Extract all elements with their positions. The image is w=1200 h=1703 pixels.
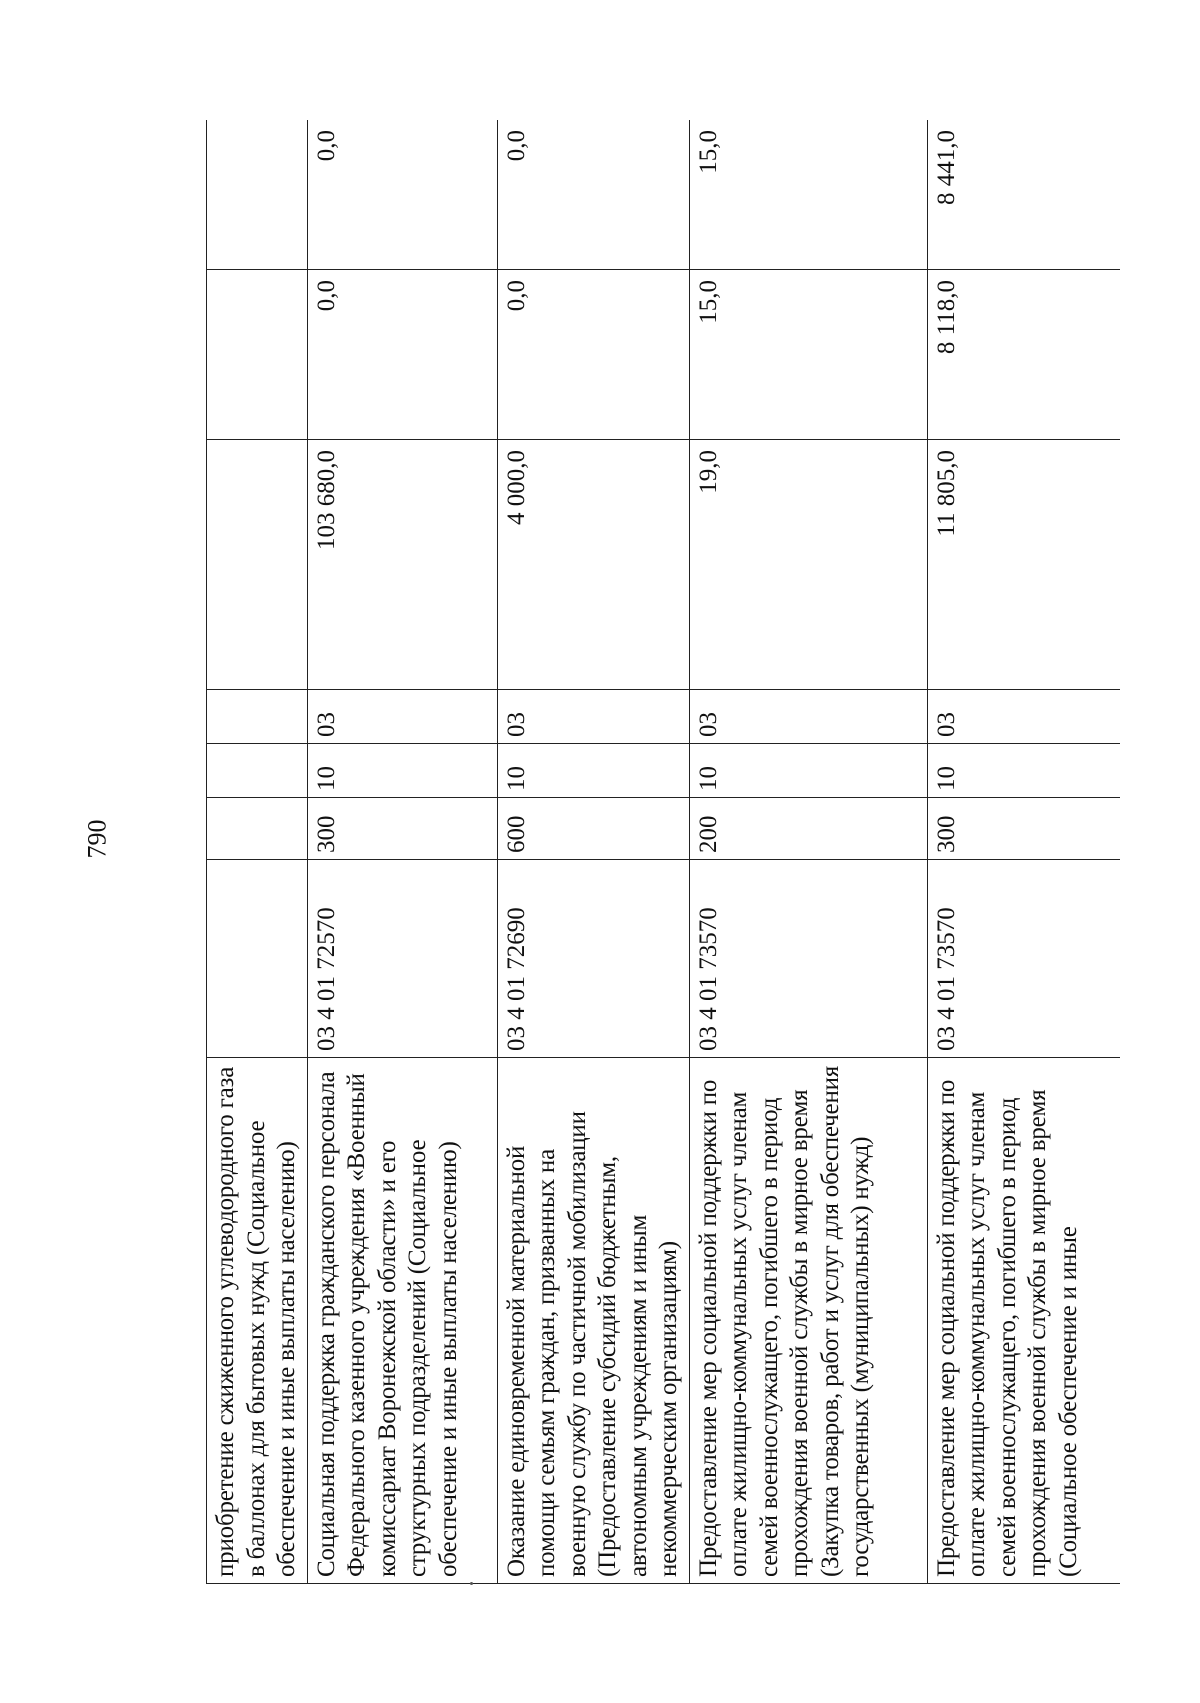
budget-table-frame: [206, 120, 1120, 1584]
amount-year2-cell: 15,0: [689, 270, 927, 440]
expense-type-cell: 200: [689, 798, 927, 860]
target-article-cell: 03 4 01 72570: [307, 860, 497, 1058]
expense-type-cell: 300: [927, 798, 1120, 860]
row-name-cell: Оказание единовременной материальной помощи семьям граждан, призванных на военную службу по частичной мобилизации (Предоставление субсидий бюджетным, автономным учреждениям и иным некоммерческим организациям): [497, 1058, 689, 1584]
section-cell: 10: [689, 744, 927, 798]
target-article-cell: 03 4 01 73570: [927, 860, 1120, 1058]
row-name-cell: Социальная поддержка гражданского персонала Федерального казенного учреждения «Военный комиссариат Воронежской области» и его структурных подразделений (Социальное обеспечение и иные выплаты населению): [307, 1058, 497, 1584]
row-name-cell: Предоставление мер социальной поддержки по оплате жилищно-коммунальных услуг членам семей военнослужащего, погибшего в период прохождения военной службы в мирное время (Закупка товаров, работ и услуг для обеспечения государственных (муниципальных) нужд): [689, 1058, 927, 1584]
row-name-cell: Предоставление мер социальной поддержки по оплате жилищно-коммунальных услуг членам семей военнослужащего, погибшего в период прохождения военной службы в мирное время (Социальное обеспечение и иные: [927, 1058, 1120, 1584]
amount-year2-cell: [207, 270, 308, 440]
subsection-cell: 03: [307, 690, 497, 744]
table-row: [207, 120, 308, 1584]
section-cell: 10: [927, 744, 1120, 798]
budget-table: [206, 120, 1120, 1584]
amount-year3-cell: 15,0: [689, 120, 927, 270]
amount-year1-cell: 4 000,0: [497, 440, 689, 690]
amount-year1-cell: [207, 440, 308, 690]
section-cell: 10: [497, 744, 689, 798]
amount-year1-cell: 103 680,0: [307, 440, 497, 690]
subsection-cell: 03: [927, 690, 1120, 744]
amount-year2-cell: 0,0: [307, 270, 497, 440]
amount-year3-cell: 0,0: [307, 120, 497, 270]
subsection-cell: 03: [497, 690, 689, 744]
amount-year2-cell: 8 118,0: [927, 270, 1120, 440]
page-number: 790: [82, 819, 112, 859]
table-row: [927, 120, 1120, 1584]
subsection-cell: 03: [689, 690, 927, 744]
table-row: [689, 120, 927, 1584]
row-name-cell: приобретение сжиженного углеводородного газа в баллонах для бытовых нужд (Социальное обеспечение и иные выплаты населению): [207, 1058, 308, 1584]
section-cell: 10: [307, 744, 497, 798]
table-row: [307, 120, 497, 1584]
target-article-cell: 03 4 01 73570: [689, 860, 927, 1058]
expense-type-cell: 600: [497, 798, 689, 860]
expense-type-cell: 300: [307, 798, 497, 860]
amount-year3-cell: [207, 120, 308, 270]
amount-year3-cell: 8 441,0: [927, 120, 1120, 270]
target-article-cell: 03 4 01 72690: [497, 860, 689, 1058]
amount-year2-cell: 0,0: [497, 270, 689, 440]
budget-table-rotated: [206, 120, 1120, 1584]
amount-year1-cell: 19,0: [689, 440, 927, 690]
amount-year3-cell: 0,0: [497, 120, 689, 270]
scan-speck: [470, 1582, 473, 1585]
target-article-cell: [207, 860, 308, 1058]
section-cell: [207, 744, 308, 798]
subsection-cell: [207, 690, 308, 744]
table-row: [497, 120, 689, 1584]
amount-year1-cell: 11 805,0: [927, 440, 1120, 690]
expense-type-cell: [207, 798, 308, 860]
